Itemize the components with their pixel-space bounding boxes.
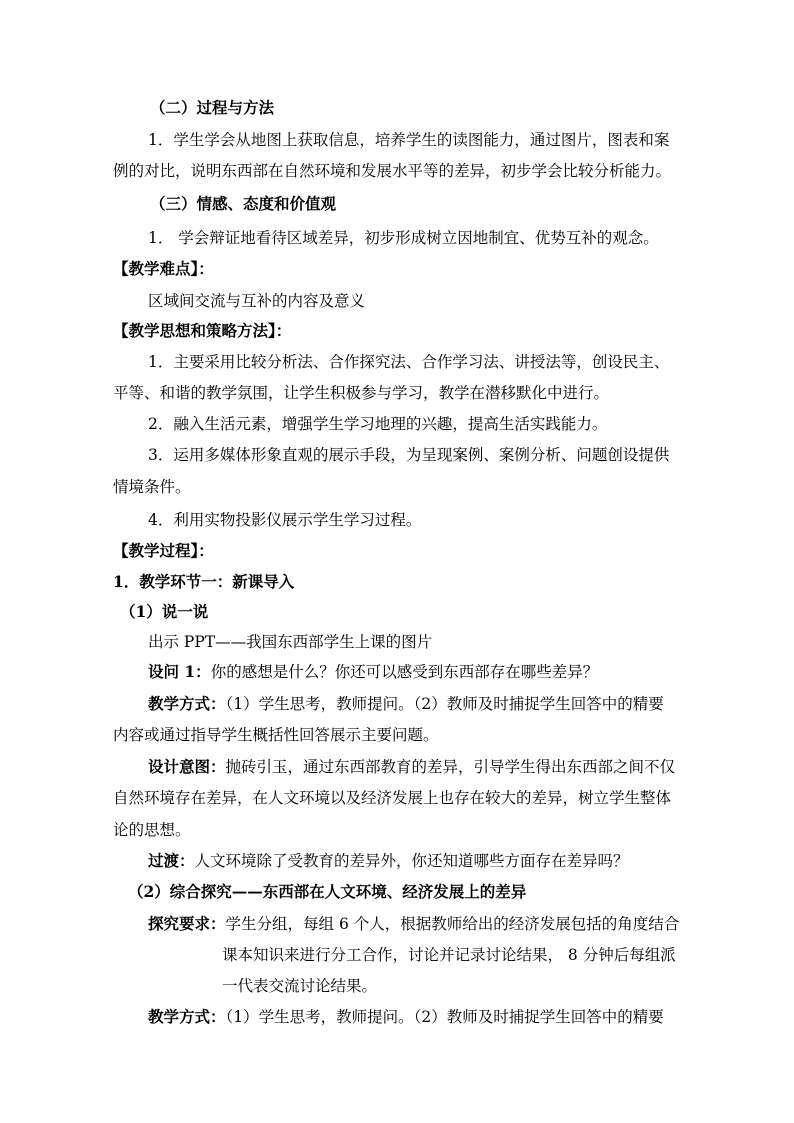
paragraph-line: 课本知识来进行分工合作，讨论并记录讨论结果， 8 分钟后每组派 <box>222 946 676 964</box>
step-heading-intro: 1．教学环节一：新课导入 <box>113 572 295 591</box>
paragraph-line: 区域间交流与互补的内容及意义 <box>148 292 366 310</box>
inquiry-requirement-text: 学生分组，每组 6 个人，根据教师给出的经济发展包括的角度结合 <box>225 915 680 933</box>
section-heading-process: 【教学过程】： <box>113 541 214 560</box>
question-label: 设问 1： <box>148 662 211 681</box>
design-intent-text: 抛砖引玉，通过东西部教育的差异，引导学生得出东西部之间不仅 <box>225 758 676 776</box>
labeled-line <box>148 693 664 715</box>
paragraph-line: 一代表交流讨论结果。 <box>222 977 378 995</box>
labeled-line <box>148 913 679 935</box>
labeled-line <box>148 661 598 683</box>
section-heading-difficulty: 【教学难点】： <box>113 259 214 278</box>
paragraph-line: 出示 PPT——我国东西部学生上课的图片 <box>148 633 433 651</box>
paragraph-line: 内容或通过指导学生概括性回答展示主要问题。 <box>113 726 439 744</box>
transition-text: 人文环境除了受教育的差异外，你还知道哪些方面存在差异吗？ <box>194 852 629 870</box>
section-heading-process-methods: （二）过程与方法 <box>150 98 275 117</box>
paragraph-line: 情境条件。 <box>113 478 191 496</box>
transition-label: 过渡： <box>148 851 195 870</box>
teaching-method-text: （1）学生思考，教师提问。（2）教师及时捕捉学生回答中的精要 <box>225 695 664 713</box>
paragraph-line: 1． 学会辩证地看待区域差异，初步形成树立因地制宜、优势互补的观念。 <box>148 229 659 247</box>
labeled-line <box>148 850 629 872</box>
teaching-method-label: 教学方式： <box>148 694 226 713</box>
paragraph-line: 2．融入生活元素，增强学生学习地理的兴趣，提高生活实践能力。 <box>148 415 608 433</box>
section-heading-strategy: 【教学思想和策略方法】： <box>113 321 292 340</box>
inquiry-requirement-label: 探究要求： <box>148 914 226 933</box>
design-intent-label: 设计意图： <box>148 757 226 776</box>
labeled-line <box>148 756 675 778</box>
section-heading-emotion-values: （三）情感、态度和价值观 <box>150 194 337 213</box>
teaching-method-label: 教学方式： <box>148 1007 226 1026</box>
paragraph-line: 1．主要采用比较分析法、合作探究法、合作学习法、讲授法等，创设民主、 <box>148 353 670 371</box>
question-text: 你的感想是什么？你还可以感受到东西部存在哪些差异？ <box>210 663 599 681</box>
paragraph-line: 平等、和谐的教学氛围，让学生积极参与学习，教学在潜移默化中进行。 <box>113 384 610 402</box>
teaching-method-text: （1）学生思考，教师提问。（2）教师及时捕捉学生回答中的精要 <box>225 1008 664 1026</box>
paragraph-line: 论的思想。 <box>113 821 191 839</box>
paragraph-line: 1．学生学会从地图上获取信息，培养学生的读图能力，通过图片，图表和案 <box>148 131 670 149</box>
sub-heading-inquiry: （2）综合探究——东西部在人文环境、经济发展上的差异 <box>128 882 527 901</box>
paragraph-line: 4．利用实物投影仪展示学生学习过程。 <box>148 511 422 529</box>
paragraph-line: 自然环境存在差异，在人文环境以及经济发展上也存在较大的差异，树立学生整体 <box>113 789 672 807</box>
paragraph-line: 例的对比，说明东西部在自然环境和发展水平等的差异，初步学会比较分析能力。 <box>113 162 672 180</box>
paragraph-line: 3．运用多媒体形象直观的展示手段，为呈现案例、案例分析、问题创设提供 <box>148 446 670 464</box>
sub-heading-say: （1）说一说 <box>120 602 209 621</box>
labeled-line <box>148 1006 664 1028</box>
